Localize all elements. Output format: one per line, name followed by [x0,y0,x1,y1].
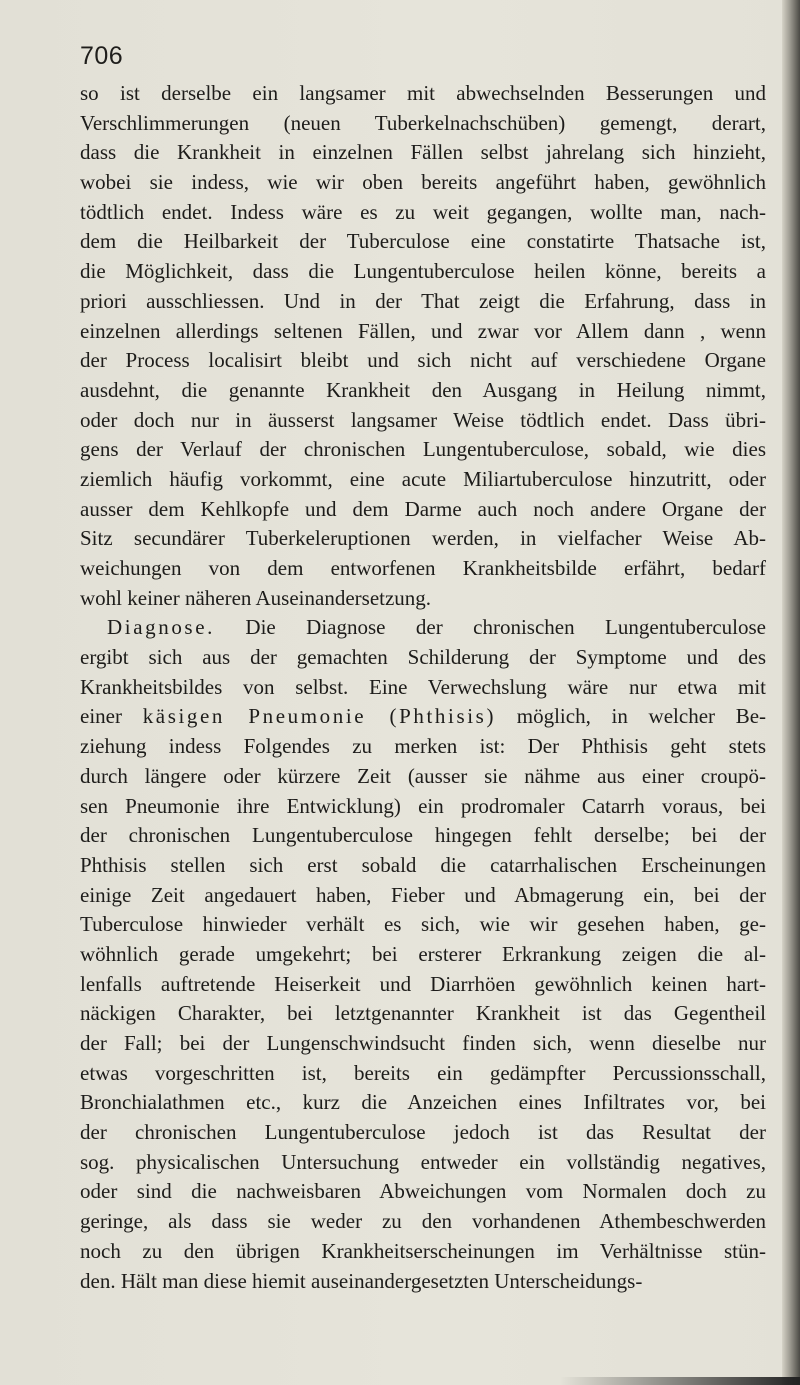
text-line: Sitz secundärer Tuberkeleruptionen werden, in vielfacher Weise Ab- [80,526,766,551]
text-line: sen Pneumonie ihre Entwicklung) ein prodromaler Catarrh voraus, bei [80,793,766,818]
page-bottom-shadow [560,1377,800,1385]
text-line: Bronchialathmen etc., kurz die Anzeichen eines Infiltrates vor, bei [80,1090,766,1115]
body-text [80,79,766,1296]
text-line: Phthisis stellen sich erst sobald die catarrhalischen Erscheinungen [80,852,766,877]
text-line: ausser dem Kehlkopfe und dem Darme auch noch andere Organe der [80,496,766,521]
text-line: durch längere oder kürzere Zeit (ausser sie nähme aus einer croupö- [80,763,766,788]
text-line: ergibt sich aus der gemachten Schilderung der Symptome und des [80,645,766,670]
text-line: etwas vorgeschritten ist, bereits ein gedämpfter Percussionsschall, [80,1060,766,1085]
text-line: wobei sie indess, wie wir oben bereits angeführt haben, gewöhnlich [80,170,766,195]
page-number: 706 [80,42,124,70]
text-line: einige Zeit angedauert haben, Fieber und Abmagerung ein, bei der [80,882,766,907]
text-line: oder doch nur in äusserst langsamer Weise tödtlich endet. Dass übri- [80,407,766,432]
spaced-emphasis: käsigen Pneumonie (Phthisis) [142,704,497,729]
text-fragment: möglich, in welcher Be- [516,704,767,729]
diagnose-heading: Diagnose. [107,615,215,640]
text-line: ziehung indess Folgendes zu merken ist: Der Phthisis geht stets [80,734,766,759]
text-line: dem die Heilbarkeit der Tuberculose eine constatirte Thatsache ist, [80,229,766,254]
text-line: die Möglichkeit, dass die Lungentuberculose heilen könne, bereits a [80,259,766,284]
text-line: der chronischen Lungentuberculose hingegen fehlt derselbe; bei der [80,823,766,848]
text-line: wöhnlich gerade umgekehrt; bei ersterer Erkrankung zeigen die al- [80,941,766,966]
text-line: lenfalls auftretende Heiserkeit und Diarrhöen gewöhnlich keinen hart- [80,971,766,996]
text-line: weichungen von dem entworfenen Krankheitsbilde erfährt, bedarf [80,556,766,580]
text-line: Tuberculose hinwieder verhält es sich, wie wir gesehen haben, ge- [80,912,766,937]
text-line-rest: Die Diagnose der chronischen Lungentuberculose [245,615,767,640]
text-fragment: einer [80,704,122,729]
text-line: einzelnen allerdings seltenen Fällen, und zwar vor Allem dann , wenn [80,318,766,343]
text-line: ziemlich häufig vorkommt, eine acute Miliartuberculose hinzutritt, oder [80,466,766,491]
text-line: Verschlimmerungen (neuen Tuberkelnachschüben) gemengt, derart, [80,110,766,135]
text-line: dass die Krankheit in einzelnen Fällen selbst jahrelang sich hinzieht, [80,140,766,165]
text-line: Krankheitsbildes von selbst. Eine Verwechslung wäre nur etwa mit [80,674,766,699]
page-binding-edge [782,0,800,1385]
text-line: tödtlich endet. Indess wäre es zu weit gegangen, wollte man, nach- [80,199,766,224]
text-line: priori ausschliessen. Und in der That zeigt die Erfahrung, dass in [80,288,766,313]
text-line: gens der Verlauf der chronischen Lungentuberculose, sobald, wie dies [80,437,766,462]
text-line: der Process localisirt bleibt und sich nicht auf verschiedene Organe [80,348,766,373]
text-line: geringe, als dass sie weder zu den vorhandenen Athembeschwerden [80,1209,766,1234]
text-line: der Fall; bei der Lungenschwindsucht finden sich, wenn dieselbe nur [80,1031,766,1055]
text-line: so ist derselbe ein langsamer mit abwechselnden Besserungen und [80,81,766,105]
text-line: wohl keiner näheren Auseinandersetzung. [80,585,432,610]
text-line: oder sind die nachweisbaren Abweichungen vom Normalen doch zu [80,1179,766,1204]
text-line: noch zu den übrigen Krankheitserscheinungen im Verhältnisse stün- [80,1238,766,1263]
text-line: ausdehnt, die genannte Krankheit den Ausgang in Heilung nimmt, [80,377,766,402]
pneumonie-line [80,702,766,732]
diagnose-paragraph-start [80,613,766,643]
text-line: den. Hält man diese hiemit auseinandergesetzten Unterscheidungs- [80,1268,643,1293]
text-line: der chronischen Lungentuberculose jedoch ist das Resultat der [80,1120,766,1145]
text-line: näckigen Charakter, bei letztgenannter Krankheit ist das Gegentheil [80,1001,766,1026]
text-line: sog. physicalischen Untersuchung entweder ein vollständig negatives, [80,1149,766,1174]
